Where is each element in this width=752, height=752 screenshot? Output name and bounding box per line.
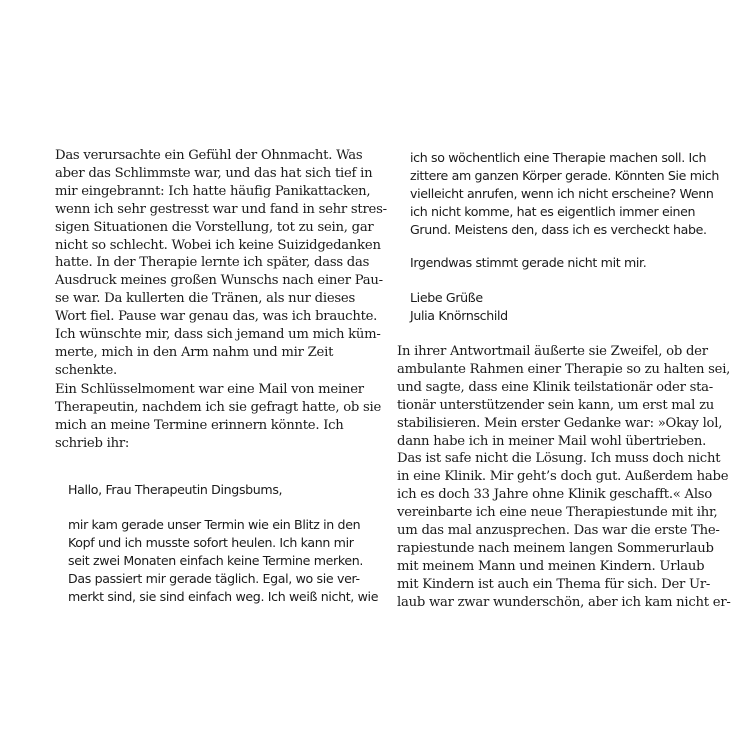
text-line: rapiestunde nach meinem langen Sommerurlaub — [397, 540, 714, 556]
text-line: ich es doch 33 Jahre ohne Klinik geschafft.« Also — [397, 487, 712, 503]
text-line: nicht so schlecht. Wobei ich keine Suizidgedanken — [55, 237, 381, 253]
text-line: Das verursachte ein Gefühl der Ohnmacht. Was — [55, 148, 363, 163]
text-line: und sagte, dass eine Klinik teilstationär oder sta- — [397, 379, 713, 395]
text-line: Irgendwas stimmt gerade nicht mit mir. — [410, 255, 647, 270]
text-line: Hallo, Frau Therapeutin Dingsbums, — [68, 482, 283, 497]
text-line: Kopf und ich musste sofort heulen. Ich kann mir — [68, 534, 354, 550]
text-line: stabilisieren. Mein erster Gedanke war: »Okay lol, — [397, 415, 723, 431]
text-line: in eine Klinik. Mir geht’s doch gut. Außerdem habe — [397, 469, 729, 485]
text-line: Ein Schlüsselmoment war eine Mail von meiner — [55, 382, 364, 397]
text-line: se war. Da kullerten die Tränen, als nur dieses — [55, 291, 355, 307]
text-line: wenn ich sehr gestresst war und fand in sehr stres- — [55, 201, 387, 217]
text-line: mir eingebrannt: Ich hatte häufig Panikattacken, — [55, 183, 371, 199]
text-line: vereinbarte ich eine neue Therapiestunde mit ihr, — [397, 505, 718, 521]
text-line: Das passiert mir gerade täglich. Egal, wo sie ver- — [68, 570, 360, 586]
text-line: Liebe Grüße — [410, 290, 483, 305]
text-line: In ihrer Antwortmail äußerte sie Zweifel, ob der — [397, 344, 708, 359]
text-line: laub war zwar wunderschön, aber ich kam nicht er- — [397, 594, 731, 610]
text-line: Ausdruck meines großen Wunschs nach einer Pau- — [55, 273, 383, 289]
text-line: ich nicht komme, hat es eigentlich immer einen — [410, 203, 696, 219]
text-line: mit meinem Mann und meinen Kindern. Urlaub — [397, 558, 705, 574]
text-line: hatte. In der Therapie lernte ich später, dass das — [55, 255, 370, 271]
text-line: merkt sind, sie sind einfach weg. Ich weiß nicht, wie — [68, 588, 379, 604]
text-line: Wort fiel. Pause war genau das, was ich brauchte. — [55, 309, 378, 325]
text-line: schrieb ihr: — [55, 435, 130, 451]
text-line: mit Kindern ist auch ein Thema für sich. Der Ur- — [397, 576, 711, 592]
text-line: Grund. Meistens den, dass ich es vercheckt habe. — [410, 221, 707, 237]
text-line: ich so wöchentlich eine Therapie machen soll. Ich — [410, 150, 707, 165]
text-line: merte, mich in den Arm nahm und mir Zeit — [55, 344, 334, 360]
text-line: Das ist safe nicht die Lösung. Ich muss doch nicht — [397, 451, 721, 467]
text-line: aber das Schlimmste war, und das hat sich tief in — [55, 165, 373, 181]
text-line: schenkte. — [55, 362, 117, 378]
text-line: ambulante Rahmen einer Therapie so zu halten sei, — [397, 361, 731, 377]
text-line: seit zwei Monaten einfach keine Termine merken. — [68, 552, 364, 568]
text-line: Julia Knörnschild — [410, 307, 508, 323]
text-line: um das mal anzusprechen. Das war die erste The- — [397, 523, 720, 538]
text-line: zittere am ganzen Körper gerade. Könnten Sie mich — [410, 167, 719, 183]
text-line: tionär unterstützender sein kann, um erst mal zu — [397, 397, 715, 413]
text-line: sigen Situationen die Vorstellung, tot zu sein, gar — [55, 219, 374, 235]
text-line: Ich wünschte mir, dass sich jemand um mich küm- — [55, 327, 381, 342]
text-line: vielleicht anrufen, wenn ich nicht erscheine? Wenn — [410, 185, 714, 201]
text-line: Therapeutin, nachdem ich sie gefragt hatte, ob sie — [55, 399, 382, 415]
text-line: mich an meine Termine erinnern könnte. Ich — [55, 417, 344, 433]
text-line: mir kam gerade unser Termin wie ein Blitz in den — [68, 517, 361, 532]
text-line: dann habe ich in meiner Mail wohl übertrieben. — [397, 433, 707, 449]
